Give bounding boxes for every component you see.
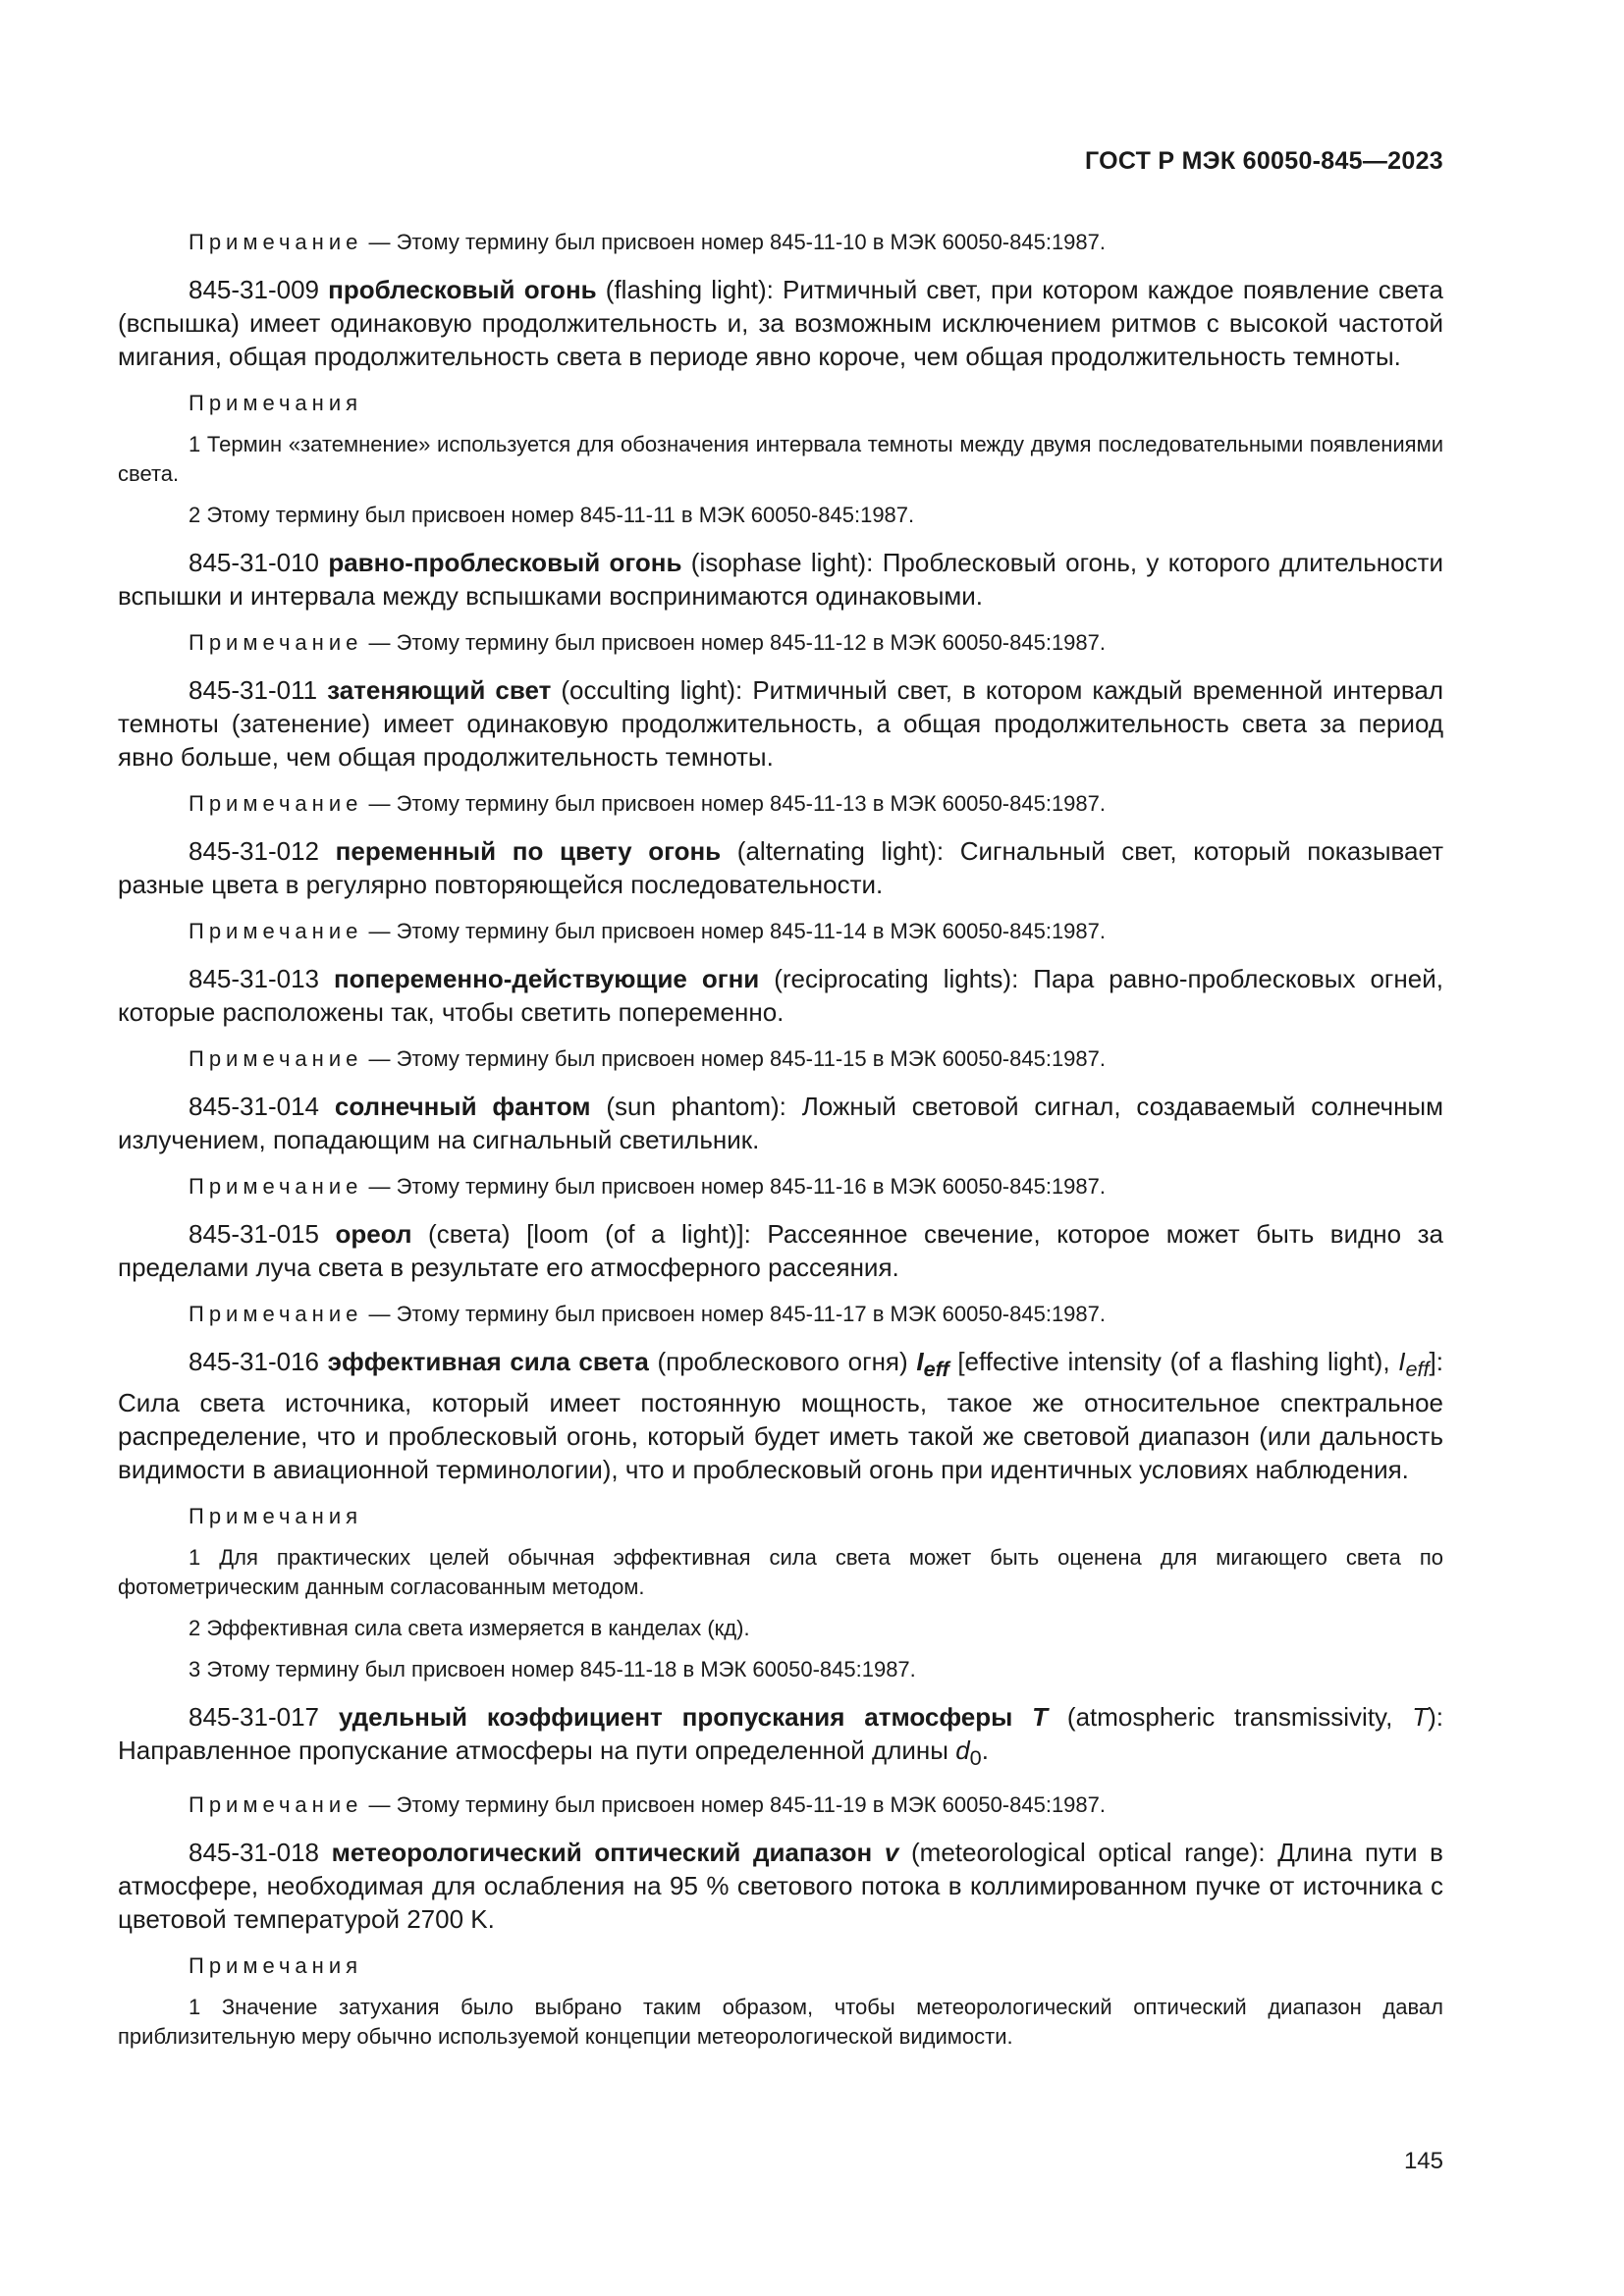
term-symbol: v [884, 1838, 899, 1868]
term-definition: (isophase light): Проблесковый огонь, у которого длительности вспышки и интервала между вспышками воспринимаются одинаковыми. [118, 548, 1443, 611]
note-dash: — [362, 919, 397, 943]
note-label: Примечание [189, 630, 363, 655]
term-definition: ): Направленное пропускание атмосферы на пути определенной длины [118, 1702, 1443, 1766]
term-number: 845-31-011 [189, 675, 328, 705]
note [118, 1300, 1443, 1329]
note-item: 2 Этому термину был присвоен номер 845-11-11 в МЭК 60050-845:1987. [189, 503, 915, 527]
note-text: Этому термину был присвоен номер 845-11-17 в МЭК 60050-845:1987. [396, 1302, 1107, 1326]
term-symbol: T [1412, 1702, 1429, 1733]
term-845-31-014 [118, 1090, 1443, 1156]
term-definition: (reciprocating lights): Пара равно-проблесковых огней, которые расположены так, чтобы светить попеременно. [118, 964, 1443, 1027]
note-label: Примечание [189, 1174, 363, 1199]
note-label: Примечание [189, 919, 363, 943]
note [118, 1044, 1443, 1074]
term-definition: (meteorological optical range): Длина пути в атмосфере, необходимая для ослабления на 95 % светового потока в коллимированном пучке от источника с цветовой температурой 2700 K. [118, 1838, 1443, 1935]
term-end: . [981, 1735, 989, 1766]
term-definition: (sun phantom): Ложный световой сигнал, создаваемый солнечным излучением, попадающим на сигнальный светильник. [118, 1092, 1443, 1154]
note-dash: — [362, 1302, 397, 1326]
term-845-31-015 [118, 1217, 1443, 1284]
note [118, 228, 1443, 257]
term-845-31-013 [118, 962, 1443, 1029]
term-english: [effective intensity (of a flashing light), [948, 1347, 1399, 1376]
term-845-31-012 [118, 834, 1443, 901]
term-qualifier: (проблескового огня) [648, 1347, 917, 1376]
term-symbol: d [955, 1735, 970, 1766]
note-item: 3 Этому термину был присвоен номер 845-11-18 в МЭК 60050-845:1987. [189, 1657, 916, 1682]
note-label: Примечание [189, 1302, 363, 1326]
term-845-31-011 [118, 673, 1443, 774]
notes-heading: Примечания [189, 1504, 363, 1529]
term-name: солнечный фантом [334, 1092, 591, 1121]
note-item: 2 Эффективная сила света измеряется в канделах (кд). [189, 1616, 750, 1641]
term-name: равно-проблесковый огонь [328, 548, 682, 577]
page-number: 145 [1403, 2148, 1443, 2174]
note [118, 1172, 1443, 1201]
term-symbol-subscript: 0 [969, 1745, 982, 1771]
term-number: 845-31-009 [189, 275, 329, 304]
term-845-31-017 [118, 1700, 1443, 1775]
term-number: 845-31-012 [189, 836, 336, 866]
note-dash: — [362, 1046, 397, 1071]
term-name: ореол [335, 1219, 412, 1249]
term-845-31-009 [118, 273, 1443, 373]
term-number: 845-31-014 [189, 1092, 335, 1121]
term-number: 845-31-016 [189, 1347, 328, 1376]
term-name: затеняющий свет [327, 675, 552, 705]
term-name: проблесковый огонь [328, 275, 597, 304]
term-845-31-018 [118, 1836, 1443, 1936]
term-definition: ]: Сила света источника, который имеет постоянную мощность, такое же относительное спектральное распределение, что и проблесковый огонь, который будет иметь такой же световой диапазон (или дальность видимости в авиационной терминологии), что и проблесковый огонь при идентичных условиях наблюдения. [118, 1347, 1443, 1485]
note-item: 1 Значение затухания было выбрано таким образом, чтобы метеорологический оптический диапазон давал приблизительную меру обычно используемой концепции метеорологической видимости. [118, 1995, 1443, 2050]
term-name: удельный коэффициент пропускания атмосферы [338, 1702, 1033, 1733]
note-text: Этому термину был присвоен номер 845-11-16 в МЭК 60050-845:1987. [396, 1174, 1107, 1199]
term-symbol: I [916, 1347, 924, 1376]
note-dash: — [362, 1792, 397, 1818]
term-number: 845-31-015 [189, 1219, 336, 1249]
note-text: Этому термину был присвоен номер 845-11-14 в МЭК 60050-845:1987. [396, 919, 1107, 943]
note-text: Этому термину был присвоен номер 845-11-12 в МЭК 60050-845:1987. [396, 630, 1107, 655]
term-number: 845-31-013 [189, 964, 334, 993]
note-text: Этому термину был присвоен номер 845-11-10 в МЭК 60050-845:1987. [396, 230, 1107, 254]
term-number: 845-31-017 [189, 1702, 339, 1733]
term-name: попеременно-действующие огни [333, 964, 760, 993]
document-body [118, 228, 1443, 2063]
term-845-31-010 [118, 546, 1443, 613]
term-name: переменный по цвету огонь [335, 836, 722, 866]
term-number: 845-31-018 [189, 1838, 332, 1868]
note-dash: — [362, 230, 397, 254]
note-label: Примечание [189, 1046, 363, 1071]
term-definition: (света) [loom (of a light)]: Рассеянное свечение, которое может быть видно за пределами луча света в результате его атмосферного рассеяния. [118, 1219, 1443, 1282]
note-item: 1 Термин «затемнение» используется для обозначения интервала темноты между двумя последовательными появлениями света. [118, 432, 1443, 486]
term-symbol-subscript: eff [1405, 1357, 1430, 1382]
note [118, 789, 1443, 819]
term-name: эффективная сила света [327, 1347, 649, 1376]
note-item: 1 Для практических целей обычная эффективная сила света может быть оценена для мигающего света по фотометрическим данным согласованным методом. [118, 1545, 1443, 1600]
term-number: 845-31-010 [189, 548, 329, 577]
term-symbol-subscript: eff [923, 1357, 949, 1382]
note-label: Примечание [189, 791, 363, 816]
notes-heading: Примечания [189, 1953, 363, 1979]
term-symbol: I [1398, 1347, 1406, 1376]
note [118, 1790, 1443, 1820]
term-name: метеорологический оптический диапазон [331, 1838, 885, 1868]
term-english: (atmospheric transmissivity, [1048, 1702, 1413, 1733]
note-label: Примечание [189, 1792, 363, 1818]
note-text: Этому термину был присвоен номер 845-11-15 в МЭК 60050-845:1987. [396, 1046, 1107, 1071]
notes-heading: Примечания [189, 391, 363, 415]
document-header: ГОСТ Р МЭК 60050-845—2023 [1084, 147, 1443, 175]
note-dash: — [362, 1174, 397, 1199]
note-text: Этому термину был присвоен номер 845-11-13 в МЭК 60050-845:1987. [396, 791, 1107, 816]
term-845-31-016 [118, 1345, 1443, 1486]
note-label: Примечание [189, 230, 363, 254]
note-dash: — [362, 791, 397, 816]
term-definition: (flashing light): Ритмичный свет, при котором каждое появление света (вспышка) имеет одинаковую продолжительность и, за возможным исключением ритмов с высокой частотой мигания, общая продолжительность света в периоде явно короче, чем общая продолжительность темноты. [118, 275, 1444, 371]
note [118, 628, 1443, 658]
note-dash: — [362, 630, 397, 655]
term-symbol: T [1032, 1702, 1049, 1733]
note-text: Этому термину был присвоен номер 845-11-19 в МЭК 60050-845:1987. [396, 1792, 1107, 1818]
term-definition: (occulting light): Ритмичный свет, в котором каждый временной интервал темноты (затенение) имеет одинаковую продолжительность, а общая продолжительность света за период явно больше, чем общая продолжительность темноты. [118, 675, 1443, 772]
term-definition: (alternating light): Сигнальный свет, который показывает разные цвета в регулярно повторяющейся последовательности. [118, 836, 1443, 899]
note [118, 917, 1443, 946]
